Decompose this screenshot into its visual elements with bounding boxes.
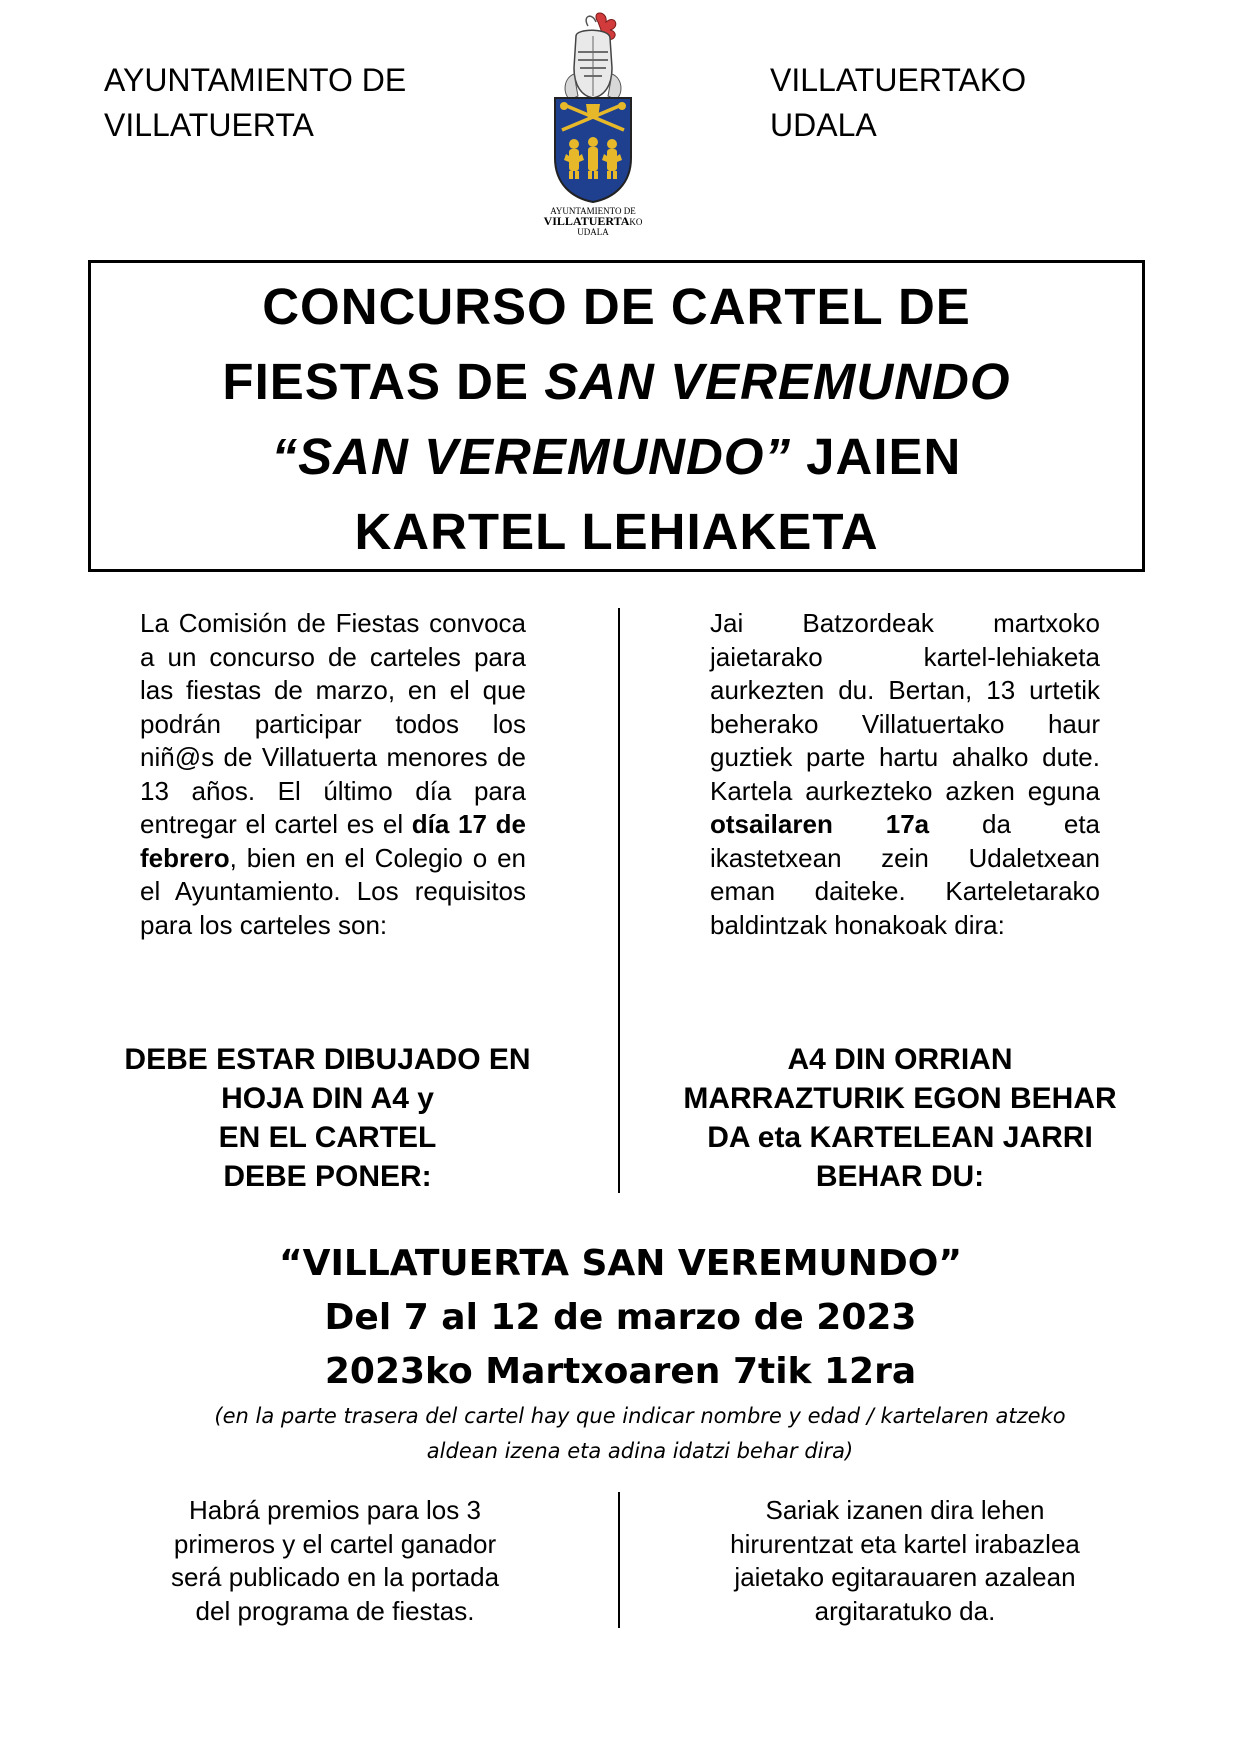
note-line2: aldean izena eta adina idatzi behar dira) bbox=[426, 1439, 854, 1463]
basque-paragraph bbox=[710, 607, 1100, 942]
poster-title: “VILLATUERTA SAN VEREMUNDO” bbox=[278, 1243, 963, 1284]
crest-caption-line1: AYUNTAMIENTO DE bbox=[550, 206, 636, 216]
prize-es-line3: será publicado en la portada bbox=[170, 1562, 500, 1592]
basque-req-line1: A4 DIN ORRIAN bbox=[787, 1043, 1013, 1076]
basque-text-end: da eta ikastetxean zein Udaletxean eman daiteke. Karteletarako baldintzak honakoak dira: bbox=[710, 809, 1101, 940]
poster-dates-eu: 2023ko Martxoaren 7tik 12ra bbox=[324, 1351, 917, 1392]
note-line1: (en la parte trasera del cartel hay que indicar nombre y edad / kartelaren atzeko bbox=[214, 1404, 1066, 1428]
title-line2 bbox=[91, 352, 1142, 411]
title-line3 bbox=[91, 427, 1142, 486]
prize-eu-line3: jaietako egitarauaren azalean bbox=[734, 1562, 1076, 1592]
column-divider-top bbox=[618, 608, 620, 1193]
crest-caption bbox=[528, 206, 658, 237]
spanish-text-end: , bien en el Colegio o en el Ayuntamiento. Los requisitos para los carteles son: bbox=[140, 842, 526, 940]
basque-req-line3: DA eta KARTELEAN JARRI bbox=[707, 1121, 1093, 1154]
basque-requirements bbox=[650, 1040, 1150, 1196]
column-divider-bottom bbox=[618, 1492, 620, 1628]
title-line3-suffix: JAIEN bbox=[790, 428, 962, 485]
header-left-line1: AYUNTAMIENTO DE bbox=[104, 62, 407, 98]
prize-eu-line4: argitaratuko da. bbox=[814, 1595, 996, 1626]
spanish-text: La Comisión de Fiestas convoca a un concurso de carteles para las fiestas de marzo, en el que podrán participar todos los niñ@s de Villatuerta menores de 13 años. El último día para entregar el cartel es el bbox=[140, 608, 526, 839]
basque-req-line2: MARRAZTURIK EGON BEHAR bbox=[683, 1082, 1117, 1115]
header-right-line1: VILLATUERTAKO bbox=[770, 62, 1027, 98]
header-left-line2: VILLATUERTA bbox=[104, 107, 314, 143]
header-right-line2: UDALA bbox=[770, 107, 877, 143]
prize-eu-line1: Sariak izanen dira lehen bbox=[765, 1495, 1045, 1525]
poster-dates-es: Del 7 al 12 de marzo de 2023 bbox=[324, 1297, 917, 1338]
prizes-basque bbox=[700, 1494, 1110, 1628]
title-line2-prefix: FIESTAS DE bbox=[222, 353, 545, 410]
spanish-req-line1: DEBE ESTAR DIBUJADO EN bbox=[124, 1043, 531, 1076]
title-box bbox=[88, 260, 1145, 572]
prize-es-line2: primeros y el cartel ganador bbox=[173, 1528, 497, 1559]
spanish-paragraph bbox=[140, 607, 526, 942]
basque-text: Jai Batzordeak martxoko jaietarako kartel-lehiaketa aurkezten du. Bertan, 13 urtetik beherako Villatuertako haur guztiek parte hartu ahalko dute. Kartela aurkezteko azken eguna bbox=[710, 608, 1100, 806]
spanish-requirements bbox=[90, 1040, 565, 1196]
prizes-spanish bbox=[140, 1494, 530, 1628]
spanish-req-line3: EN EL CARTEL bbox=[218, 1121, 437, 1154]
header-right bbox=[770, 58, 1026, 148]
prize-es-line4: del programa de fiestas. bbox=[195, 1595, 475, 1626]
spanish-req-line4: DEBE PONER: bbox=[223, 1160, 432, 1193]
title-line1: CONCURSO DE CARTEL DE bbox=[262, 278, 971, 335]
basque-deadline: otsailaren 17a bbox=[710, 809, 930, 839]
crest-caption-suffix: KO bbox=[629, 217, 643, 227]
crest-caption-line2: VILLATUERTA bbox=[543, 214, 630, 228]
title-line2-italic: SAN VEREMUNDO bbox=[544, 353, 1011, 410]
basque-req-line4: BEHAR DU: bbox=[815, 1160, 985, 1193]
title-line3-italic: “SAN VEREMUNDO” bbox=[271, 428, 791, 485]
back-side-note bbox=[150, 1399, 1130, 1469]
spanish-deadline: día 17 de febrero bbox=[140, 809, 526, 873]
crest-caption-line3: UDALA bbox=[577, 227, 609, 237]
prize-es-line1: Habrá premios para los 3 bbox=[189, 1495, 481, 1525]
prize-eu-line2: hirurentzat eta kartel irabazlea bbox=[730, 1528, 1080, 1559]
spanish-req-line2: HOJA DIN A4 y bbox=[221, 1082, 434, 1115]
header-left bbox=[104, 58, 406, 148]
title-line4: KARTEL LEHIAKETA bbox=[354, 503, 879, 560]
